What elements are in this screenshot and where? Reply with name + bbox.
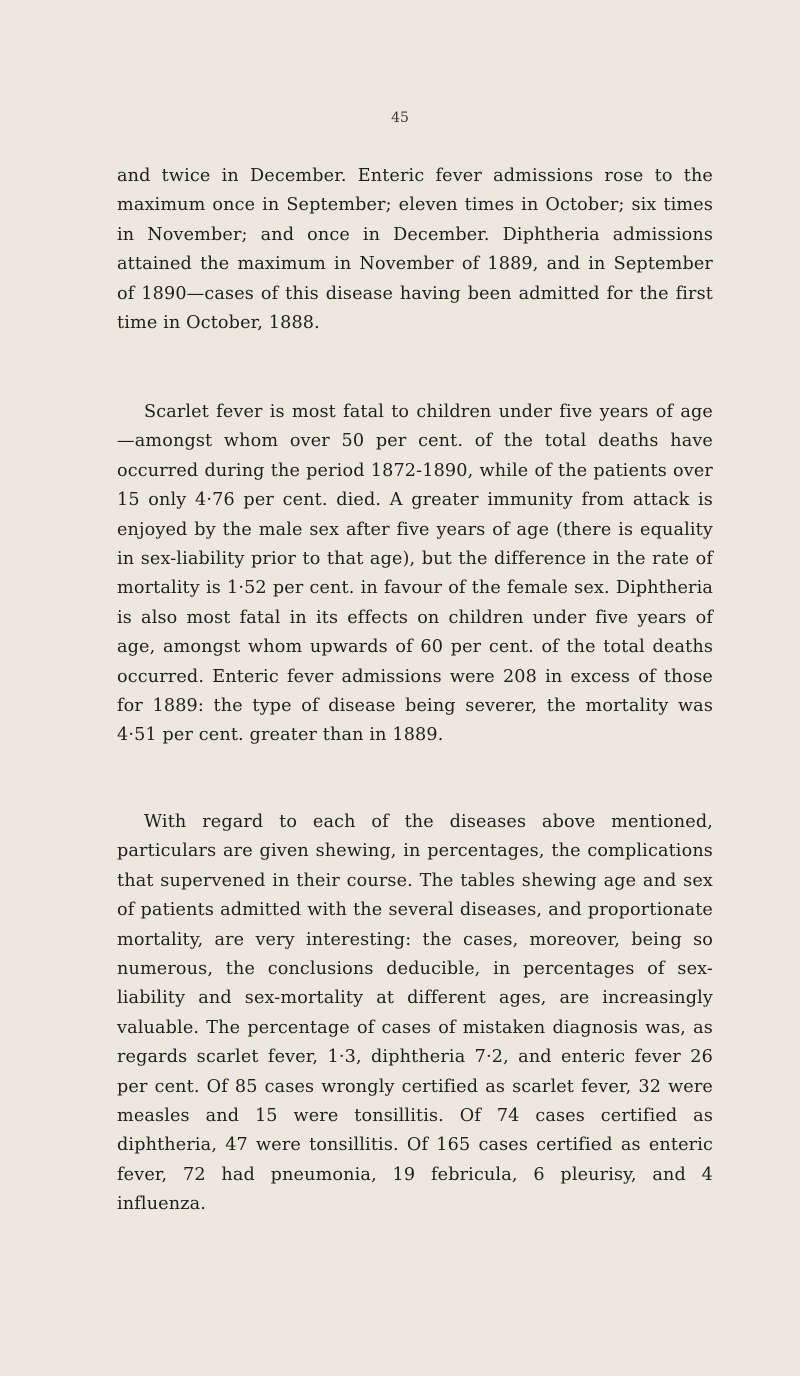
page-number: 45 xyxy=(391,110,409,126)
paragraph-2: Scarlet fever is most fatal to children under five years of age—amongst whom over 50 per cent. of the total deaths have occurred during the period 1872-1890, while of the patients over 15 only 4·76 per cent. died. A greater immunity from attack is enjoyed by the male sex after five years of age (there is equality in sex-liability prior to that age), but the difference in the rate of mortality is 1·52 per cent. in favour of the female sex. Diphtheria is also most fatal in its effects on children under five years of age, amongst whom upwards of 60 per cent. of the total deaths occurred. Enteric fever admissions were 208 in excess of those for 1889: the type of disease being severer, the mortality was 4·51 per cent. greater than in 1889. xyxy=(117,402,713,746)
paragraph-1: and twice in December. Enteric fever admissions rose to the maximum once in September; eleven times in October; six times in November; and once in December. Diphtheria admissions attained the maximum in November of 1889, and in September of 1890—cases of this disease having been admitted for the first time in October, 1888. xyxy=(117,166,713,334)
paragraph-3: With regard to each of the diseases above mentioned, particulars are given shewing, in percentages, the complications that supervened in their course. The tables shewing age and sex of patients admitted with the several diseases, and proportionate mortality, are very interesting: the cases, moreover, being so numerous, the conclusions deducible, in percentages of sex-liability and sex-mortality at different ages, are increasingly valuable. The percentage of cases of mistaken diagnosis was, as regards scarlet fever, 1·3, diphtheria 7·2, and enteric fever 26 per cent. Of 85 cases wrongly certified as scarlet fever, 32 were measles and 15 were tonsillitis. Of 74 cases certified as diphtheria, 47 were tonsillitis. Of 165 cases certified as enteric fever, 72 had pneumonia, 19 febricula, 6 pleurisy, and 4 influenza. xyxy=(117,812,713,1215)
